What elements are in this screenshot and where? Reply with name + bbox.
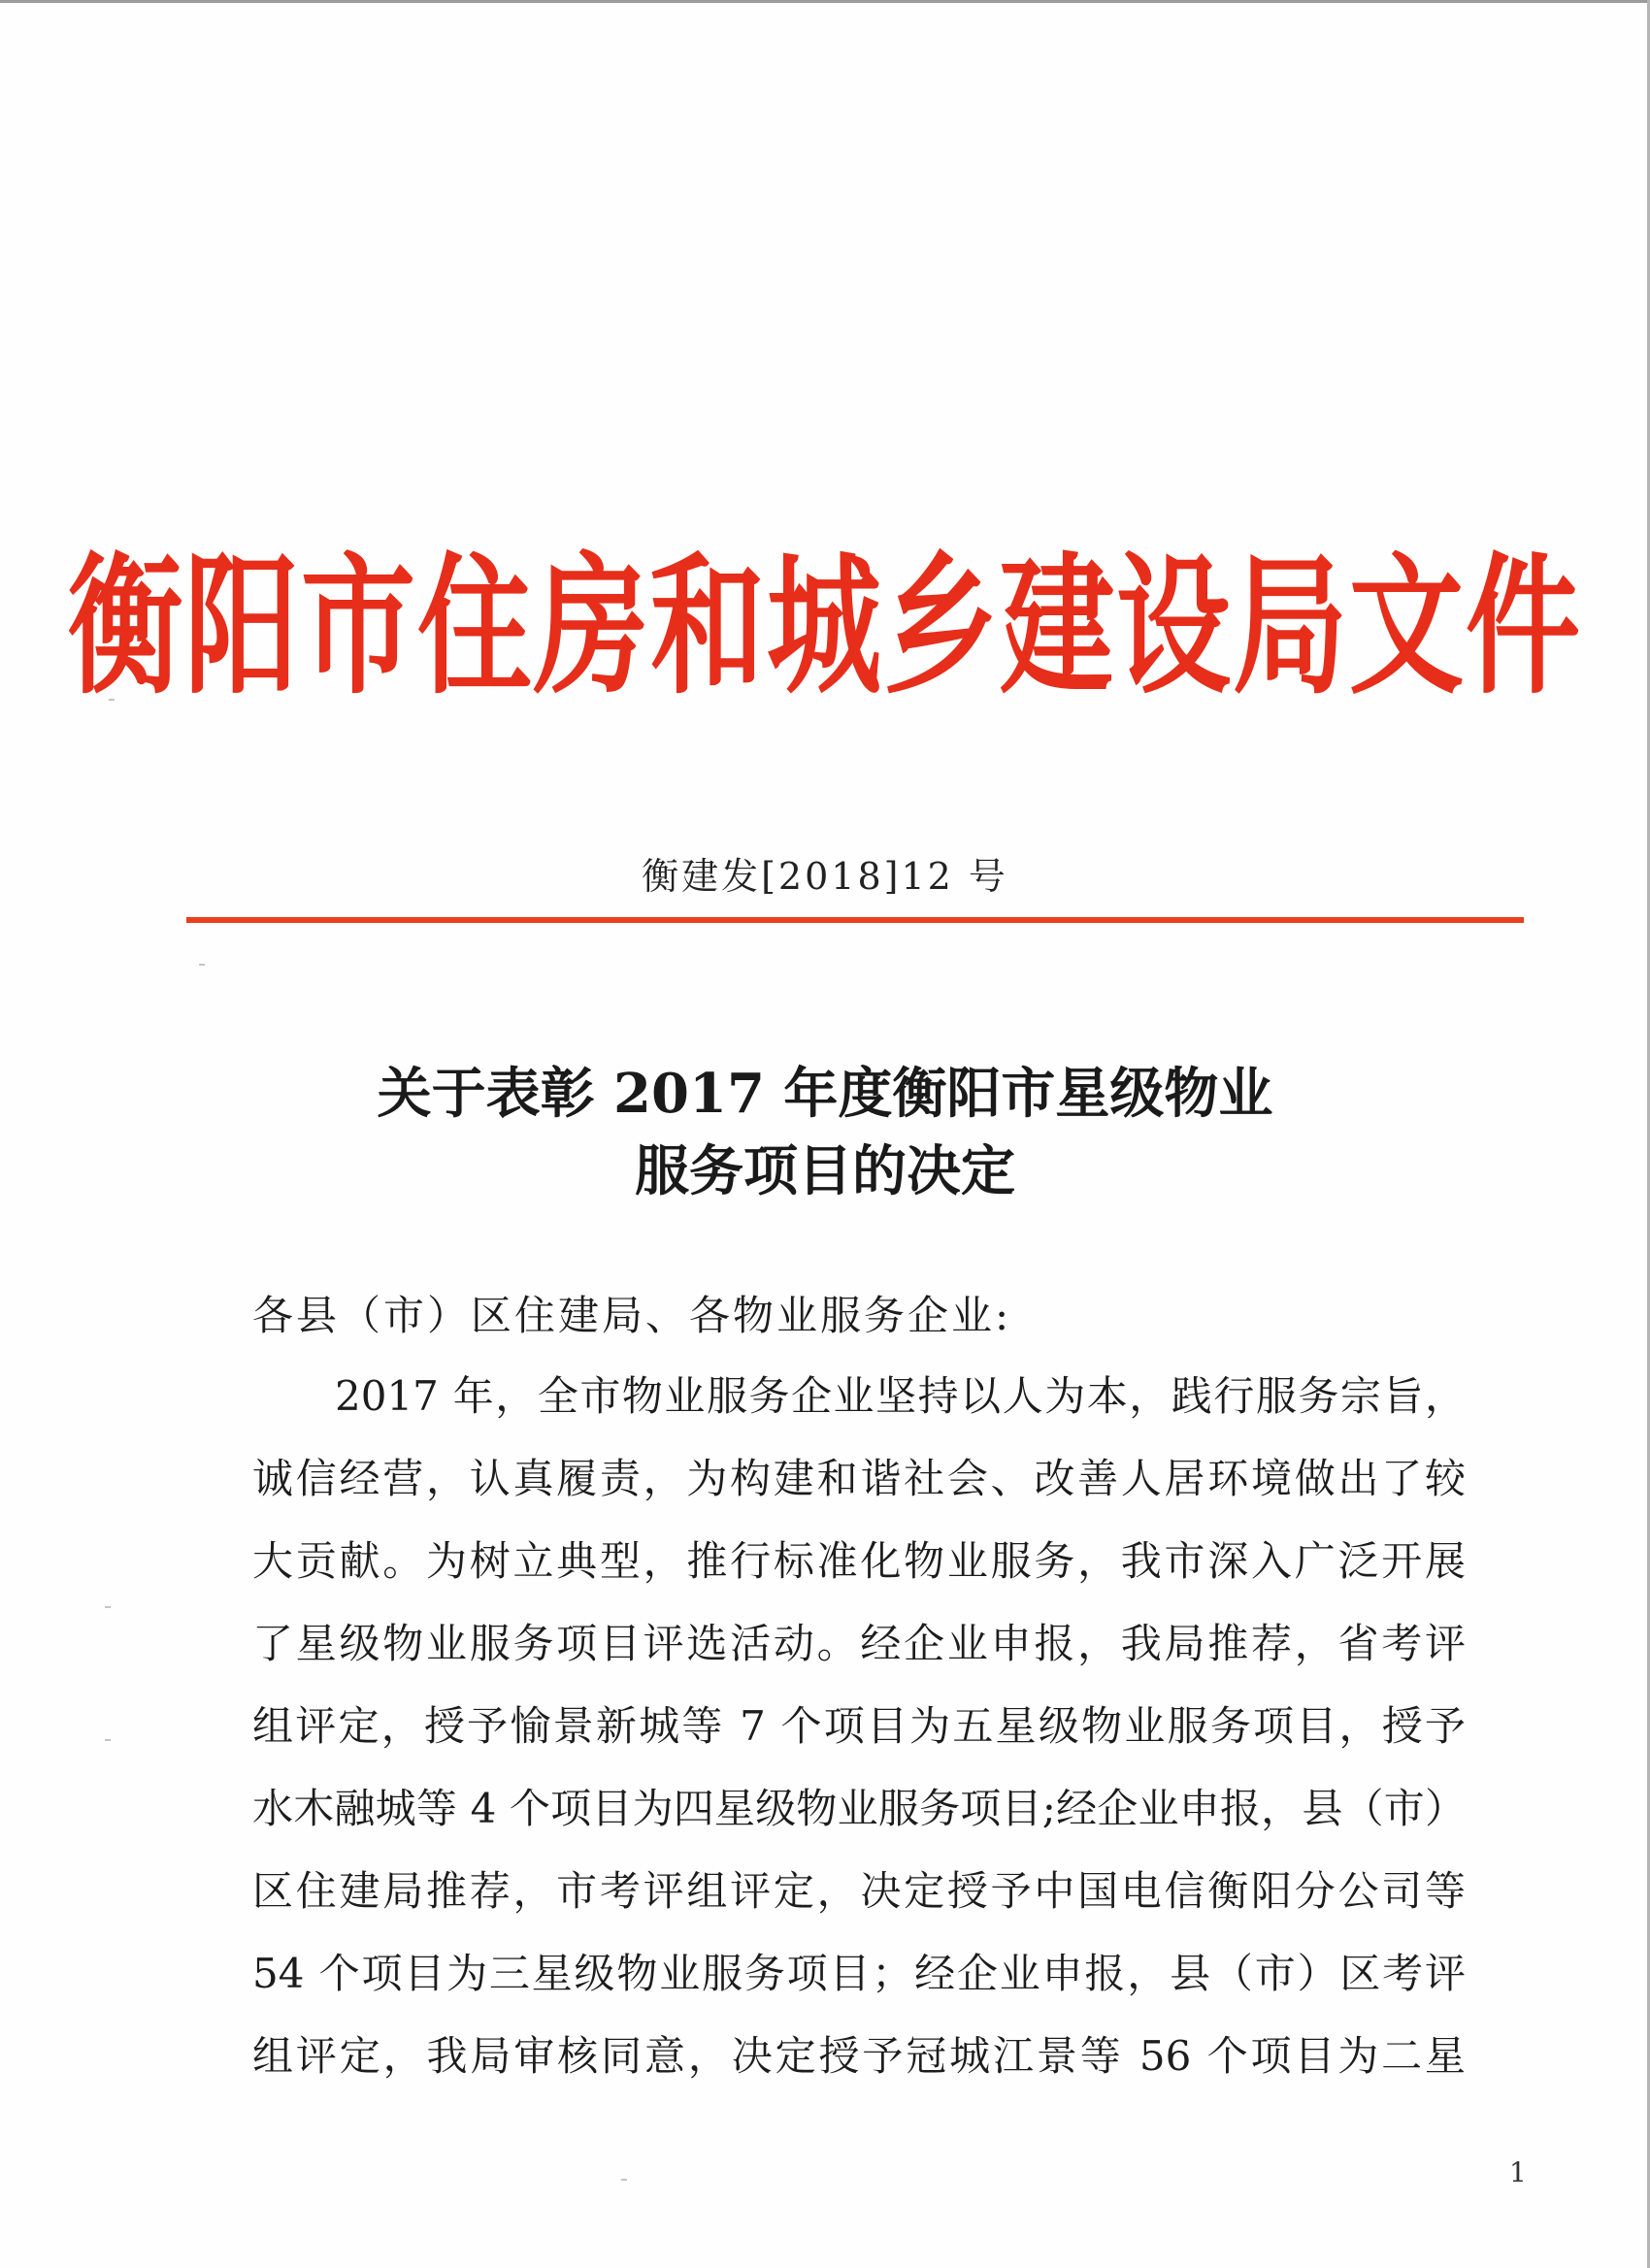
body-line: 了星级物业服务项目评选活动。经企业申报，我局推荐，省考评 bbox=[252, 1620, 1466, 1667]
document-number: 衡建发[2018]12 号 bbox=[642, 855, 1008, 898]
document-title-line-2: 服务项目的决定 bbox=[635, 1139, 1015, 1203]
body-line: 区住建局推荐，市考评组评定，决定授予中国电信衡阳分公司等 bbox=[252, 1867, 1466, 1915]
scan-speck bbox=[105, 1739, 111, 1741]
body-line: 诚信经营，认真履责，为构建和谐社会、改善人居环境做出了较 bbox=[252, 1455, 1466, 1502]
scan-speck bbox=[621, 2179, 627, 2181]
body-line: 组评定，我局审核同意，决定授予冠城江景等 56 个项目为二星 bbox=[252, 2032, 1466, 2080]
document-title-line-1: 关于表彰 2017 年度衡阳市星级物业 bbox=[377, 1062, 1273, 1126]
body-line: 54 个项目为三星级物业服务项目；经企业申报，县（市）区考评 bbox=[252, 1950, 1466, 1997]
body-line: 组评定，授予愉景新城等 7 个项目为五星级物业服务项目，授予 bbox=[252, 1702, 1466, 1750]
salutation: 各县（市）区住建局、各物业服务企业: bbox=[252, 1292, 1012, 1339]
page-number: 1 bbox=[1509, 2156, 1527, 2188]
body-line: 2017 年，全市物业服务企业坚持以人为本，践行服务宗旨， bbox=[335, 1372, 1466, 1420]
scan-speck bbox=[105, 1606, 111, 1608]
body-line: 水木融城等 4 个项目为四星级物业服务项目;经企业申报，县（市） bbox=[252, 1785, 1466, 1832]
scan-edge-top bbox=[0, 0, 1650, 3]
red-divider-rule bbox=[186, 917, 1524, 923]
body-line: 大贡献。为树立典型，推行标准化物业服务，我市深入广泛开展 bbox=[252, 1537, 1466, 1585]
red-header-title: 衡阳市住房和城乡建设局文件 bbox=[67, 537, 1582, 715]
scan-speck bbox=[199, 964, 205, 966]
